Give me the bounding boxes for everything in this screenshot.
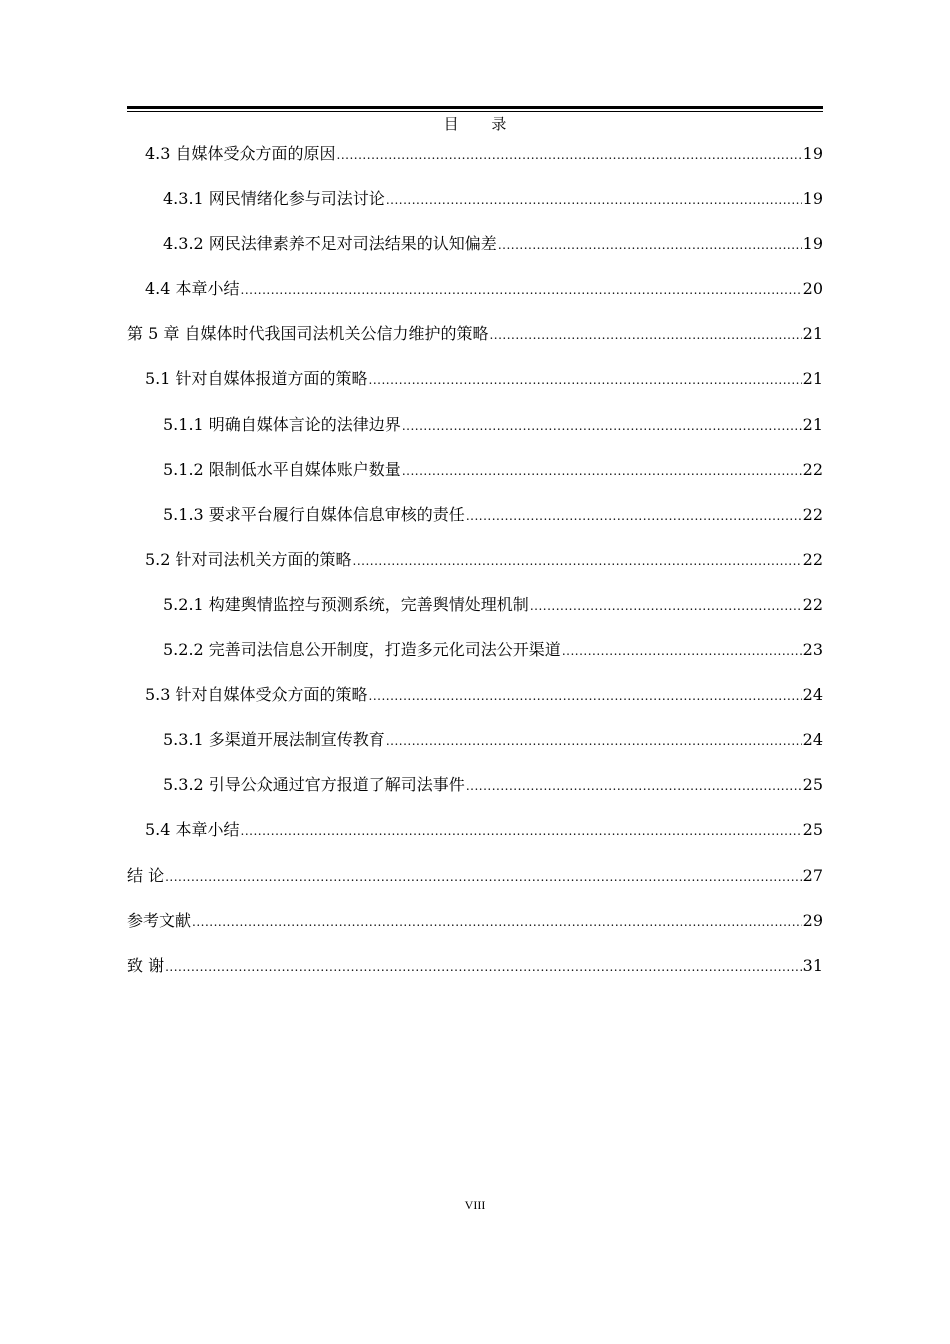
toc-entry-page: 24 xyxy=(802,685,823,705)
toc-entry-label: 结 论 xyxy=(127,865,165,885)
toc-entry-label: 5.3.2 引导公众通过官方报道了解司法事件 xyxy=(163,775,465,795)
toc-entry[interactable] xyxy=(127,816,823,861)
toc-entry[interactable] xyxy=(127,726,823,771)
toc-entry-page: 22 xyxy=(802,549,823,569)
running-header-title: 目 录 xyxy=(443,115,521,133)
toc-entry[interactable] xyxy=(127,320,823,365)
toc-entry[interactable] xyxy=(127,591,823,636)
toc-entry-page: 22 xyxy=(802,594,823,614)
toc-entry-label: 5.1 针对自媒体报道方面的策略 xyxy=(145,369,368,389)
header-rule-thin xyxy=(127,111,823,112)
toc-entry-label: 5.2.2 完善司法信息公开制度，打造多元化司法公开渠道 xyxy=(163,640,561,660)
toc-entry[interactable] xyxy=(127,771,823,816)
toc-leader-dots xyxy=(369,682,802,710)
toc-entry-label: 5.1.3 要求平台履行自媒体信息审核的责任 xyxy=(163,504,465,524)
toc-entry[interactable] xyxy=(127,546,823,591)
toc-entry-label: 参考文献 xyxy=(127,910,192,930)
toc-entry-page: 24 xyxy=(802,730,823,750)
toc-entry[interactable] xyxy=(127,411,823,456)
toc-entry-page: 21 xyxy=(802,414,823,434)
toc-leader-dots xyxy=(402,457,802,485)
table-of-contents xyxy=(127,140,823,997)
toc-entry-page: 19 xyxy=(802,144,823,163)
toc-entry-label: 5.1.2 限制低水平自媒体账户数量 xyxy=(163,459,401,479)
header-rule-thick xyxy=(127,106,823,109)
toc-leader-dots xyxy=(165,863,802,891)
toc-entry[interactable] xyxy=(127,230,823,275)
toc-entry-label: 4.3 自媒体受众方面的原因 xyxy=(145,144,336,163)
toc-entry-label: 第 5 章 自媒体时代我国司法机关公信力维护的策略 xyxy=(127,324,489,344)
toc-leader-dots xyxy=(386,727,802,755)
toc-entry[interactable] xyxy=(127,501,823,546)
toc-entry-label: 5.4 本章小结 xyxy=(145,820,240,840)
toc-entry-label: 5.1.1 明确自媒体言论的法律边界 xyxy=(163,414,401,434)
toc-entry[interactable] xyxy=(127,275,823,320)
toc-leader-dots xyxy=(402,412,802,440)
toc-entry-page: 21 xyxy=(802,369,823,389)
toc-entry[interactable] xyxy=(127,952,823,997)
toc-entry-page: 22 xyxy=(802,459,823,479)
toc-leader-dots xyxy=(489,321,801,349)
toc-entry-page: 25 xyxy=(802,820,823,840)
toc-leader-dots xyxy=(562,637,802,665)
toc-entry-label: 5.2.1 构建舆情监控与预测系统，完善舆情处理机制 xyxy=(163,594,529,614)
toc-entry-page: 21 xyxy=(802,324,823,344)
toc-entry-label: 5.3.1 多渠道开展法制宣传教育 xyxy=(163,730,385,750)
toc-entry[interactable] xyxy=(127,636,823,681)
toc-entry-page: 29 xyxy=(802,910,823,930)
toc-entry[interactable] xyxy=(127,140,823,185)
toc-entry-label: 4.3.2 网民法律素养不足对司法结果的认知偏差 xyxy=(163,234,497,254)
toc-leader-dots xyxy=(241,276,802,304)
toc-entry-page: 31 xyxy=(802,955,823,975)
toc-leader-dots xyxy=(192,908,802,936)
toc-leader-dots xyxy=(353,547,802,575)
toc-leader-dots xyxy=(498,231,802,259)
toc-leader-dots xyxy=(386,186,802,214)
toc-entry-label: 4.4 本章小结 xyxy=(145,279,240,299)
toc-entry-label: 5.3 针对自媒体受众方面的策略 xyxy=(145,685,368,705)
toc-entry-page: 25 xyxy=(802,775,823,795)
toc-entry[interactable] xyxy=(127,681,823,726)
toc-leader-dots xyxy=(337,141,802,169)
toc-entry-page: 23 xyxy=(802,640,823,660)
toc-entry-label: 致 谢 xyxy=(127,955,165,975)
toc-entry-page: 22 xyxy=(802,504,823,524)
toc-leader-dots xyxy=(165,953,802,981)
toc-entry[interactable] xyxy=(127,456,823,501)
toc-entry-label: 4.3.1 网民情绪化参与司法讨论 xyxy=(163,189,385,209)
toc-entry-label: 5.2 针对司法机关方面的策略 xyxy=(145,549,352,569)
toc-entry[interactable] xyxy=(127,185,823,230)
toc-leader-dots xyxy=(241,817,802,845)
toc-entry[interactable] xyxy=(127,907,823,952)
footer-page-number: VIII xyxy=(464,1198,486,1212)
toc-leader-dots xyxy=(369,366,802,394)
toc-entry-page: 20 xyxy=(802,279,823,299)
toc-entry-page: 19 xyxy=(802,189,823,209)
toc-entry[interactable] xyxy=(127,862,823,907)
toc-leader-dots xyxy=(466,772,802,800)
toc-entry-page: 19 xyxy=(802,234,823,254)
toc-entry-page: 27 xyxy=(802,865,823,885)
toc-leader-dots xyxy=(530,592,802,620)
toc-entry[interactable] xyxy=(127,365,823,410)
toc-leader-dots xyxy=(466,502,802,530)
